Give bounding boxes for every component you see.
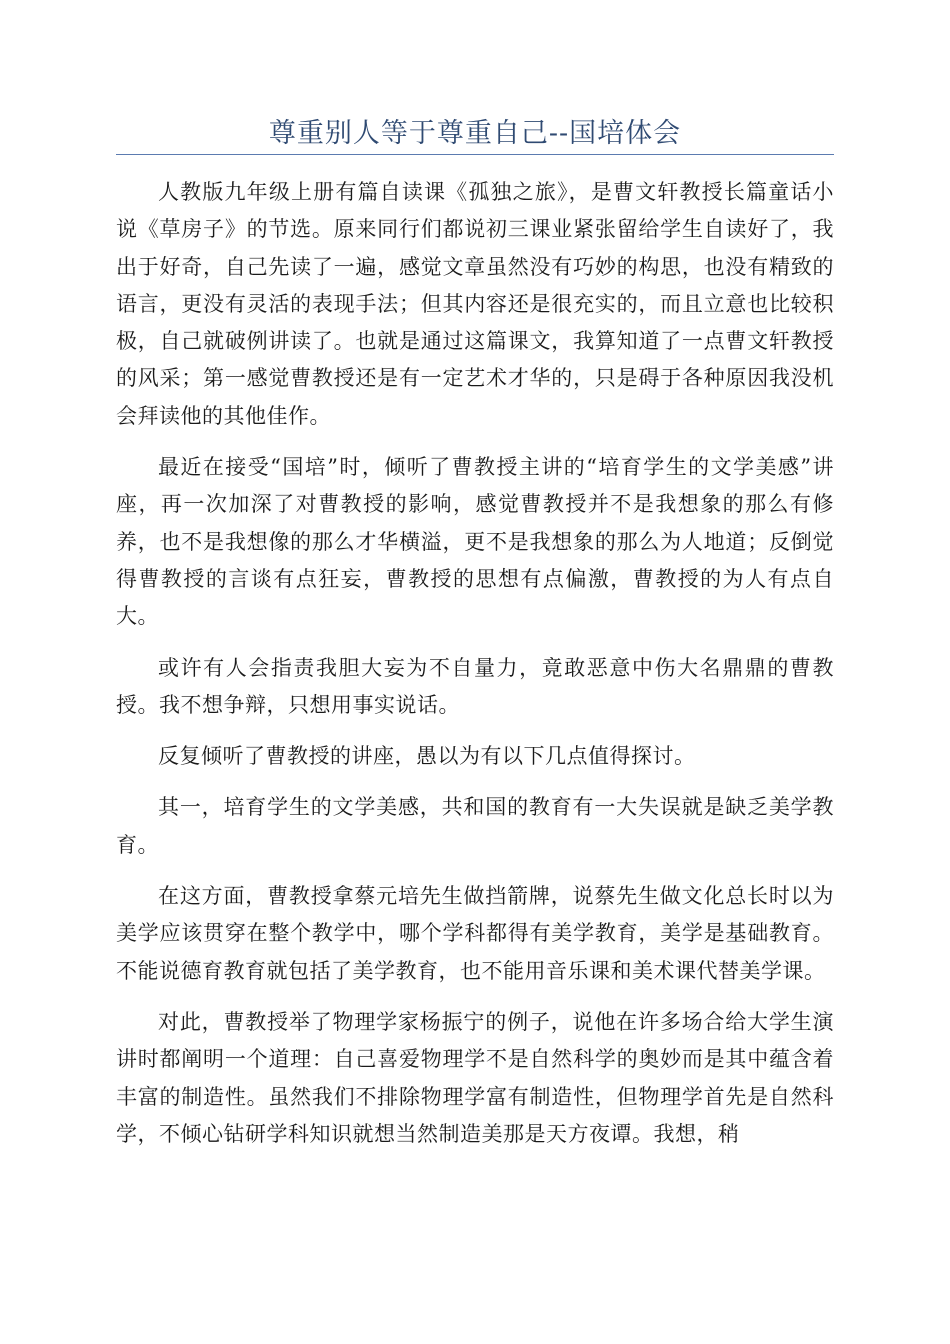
paragraph-6: 在这方面，曹教授拿蔡元培先生做挡箭牌，说蔡先生做文化总长时以为美学应该贯穿在整个教学中，哪个学科都得有美学教育，美学是基础教育。不能说德育教育就包括了美学教育，也不能用音乐课和美术课代替美学课。: [116, 884, 834, 983]
document-title: 尊重别人等于尊重自己--国培体会: [268, 118, 682, 149]
paragraph-1: 人教版九年级上册有篇自读课《孤独之旅》，是曹文轩教授长篇童话小说《草房子》的节选。原来同行们都说初三课业紧张留给学生自读好了，我出于好奇，自己先读了一遍，感觉文章虽然没有巧妙的构思，也没有精致的语言，更没有灵活的表现手法；但其内容还是很充实的，而且立意也比较积极，自己就破例讲读了。也就是通过这篇课文，我算知道了一点曹文轩教授的风采；第一感觉曹教授还是有一定艺术才华的，只是碍于各种原因我没机会拜读他的其他佳作。: [116, 180, 834, 428]
paragraph-3: 或许有人会指责我胆大妄为不自量力，竟敢恶意中伤大名鼎鼎的曹教授。我不想争辩，只想用事实说话。: [116, 655, 834, 717]
paragraph-4: 反复倾听了曹教授的讲座，愚以为有以下几点值得探讨。: [158, 744, 696, 769]
title-underline: [116, 154, 834, 155]
paragraph-2: 最近在接受“国培”时，倾听了曹教授主讲的“培育学生的文学美感”讲座，再一次加深了对曹教授的影响，感觉曹教授并不是我想象的那么有修养，也不是我想像的那么才华横溢，更不是我想象的那么为人地道；反倒觉得曹教授的言谈有点狂妄，曹教授的思想有点偏激，曹教授的为人有点自大。: [116, 455, 834, 629]
paragraph-7: 对此，曹教授举了物理学家杨振宁的例子，说他在许多场合给大学生演讲时都阐明一个道理：自己喜爱物理学不是自然科学的奥妙而是其中蕴含着丰富的制造性。虽然我们不排除物理学富有制造性，但物理学首先是自然科学，不倾心钻研学科知识就想当然制造美那是天方夜谭。我想，稍: [116, 1009, 834, 1146]
paragraph-5: 其一，培育学生的文学美感，共和国的教育有一大失误就是缺乏美学教育。: [116, 795, 834, 857]
document-body: [116, 174, 834, 1167]
